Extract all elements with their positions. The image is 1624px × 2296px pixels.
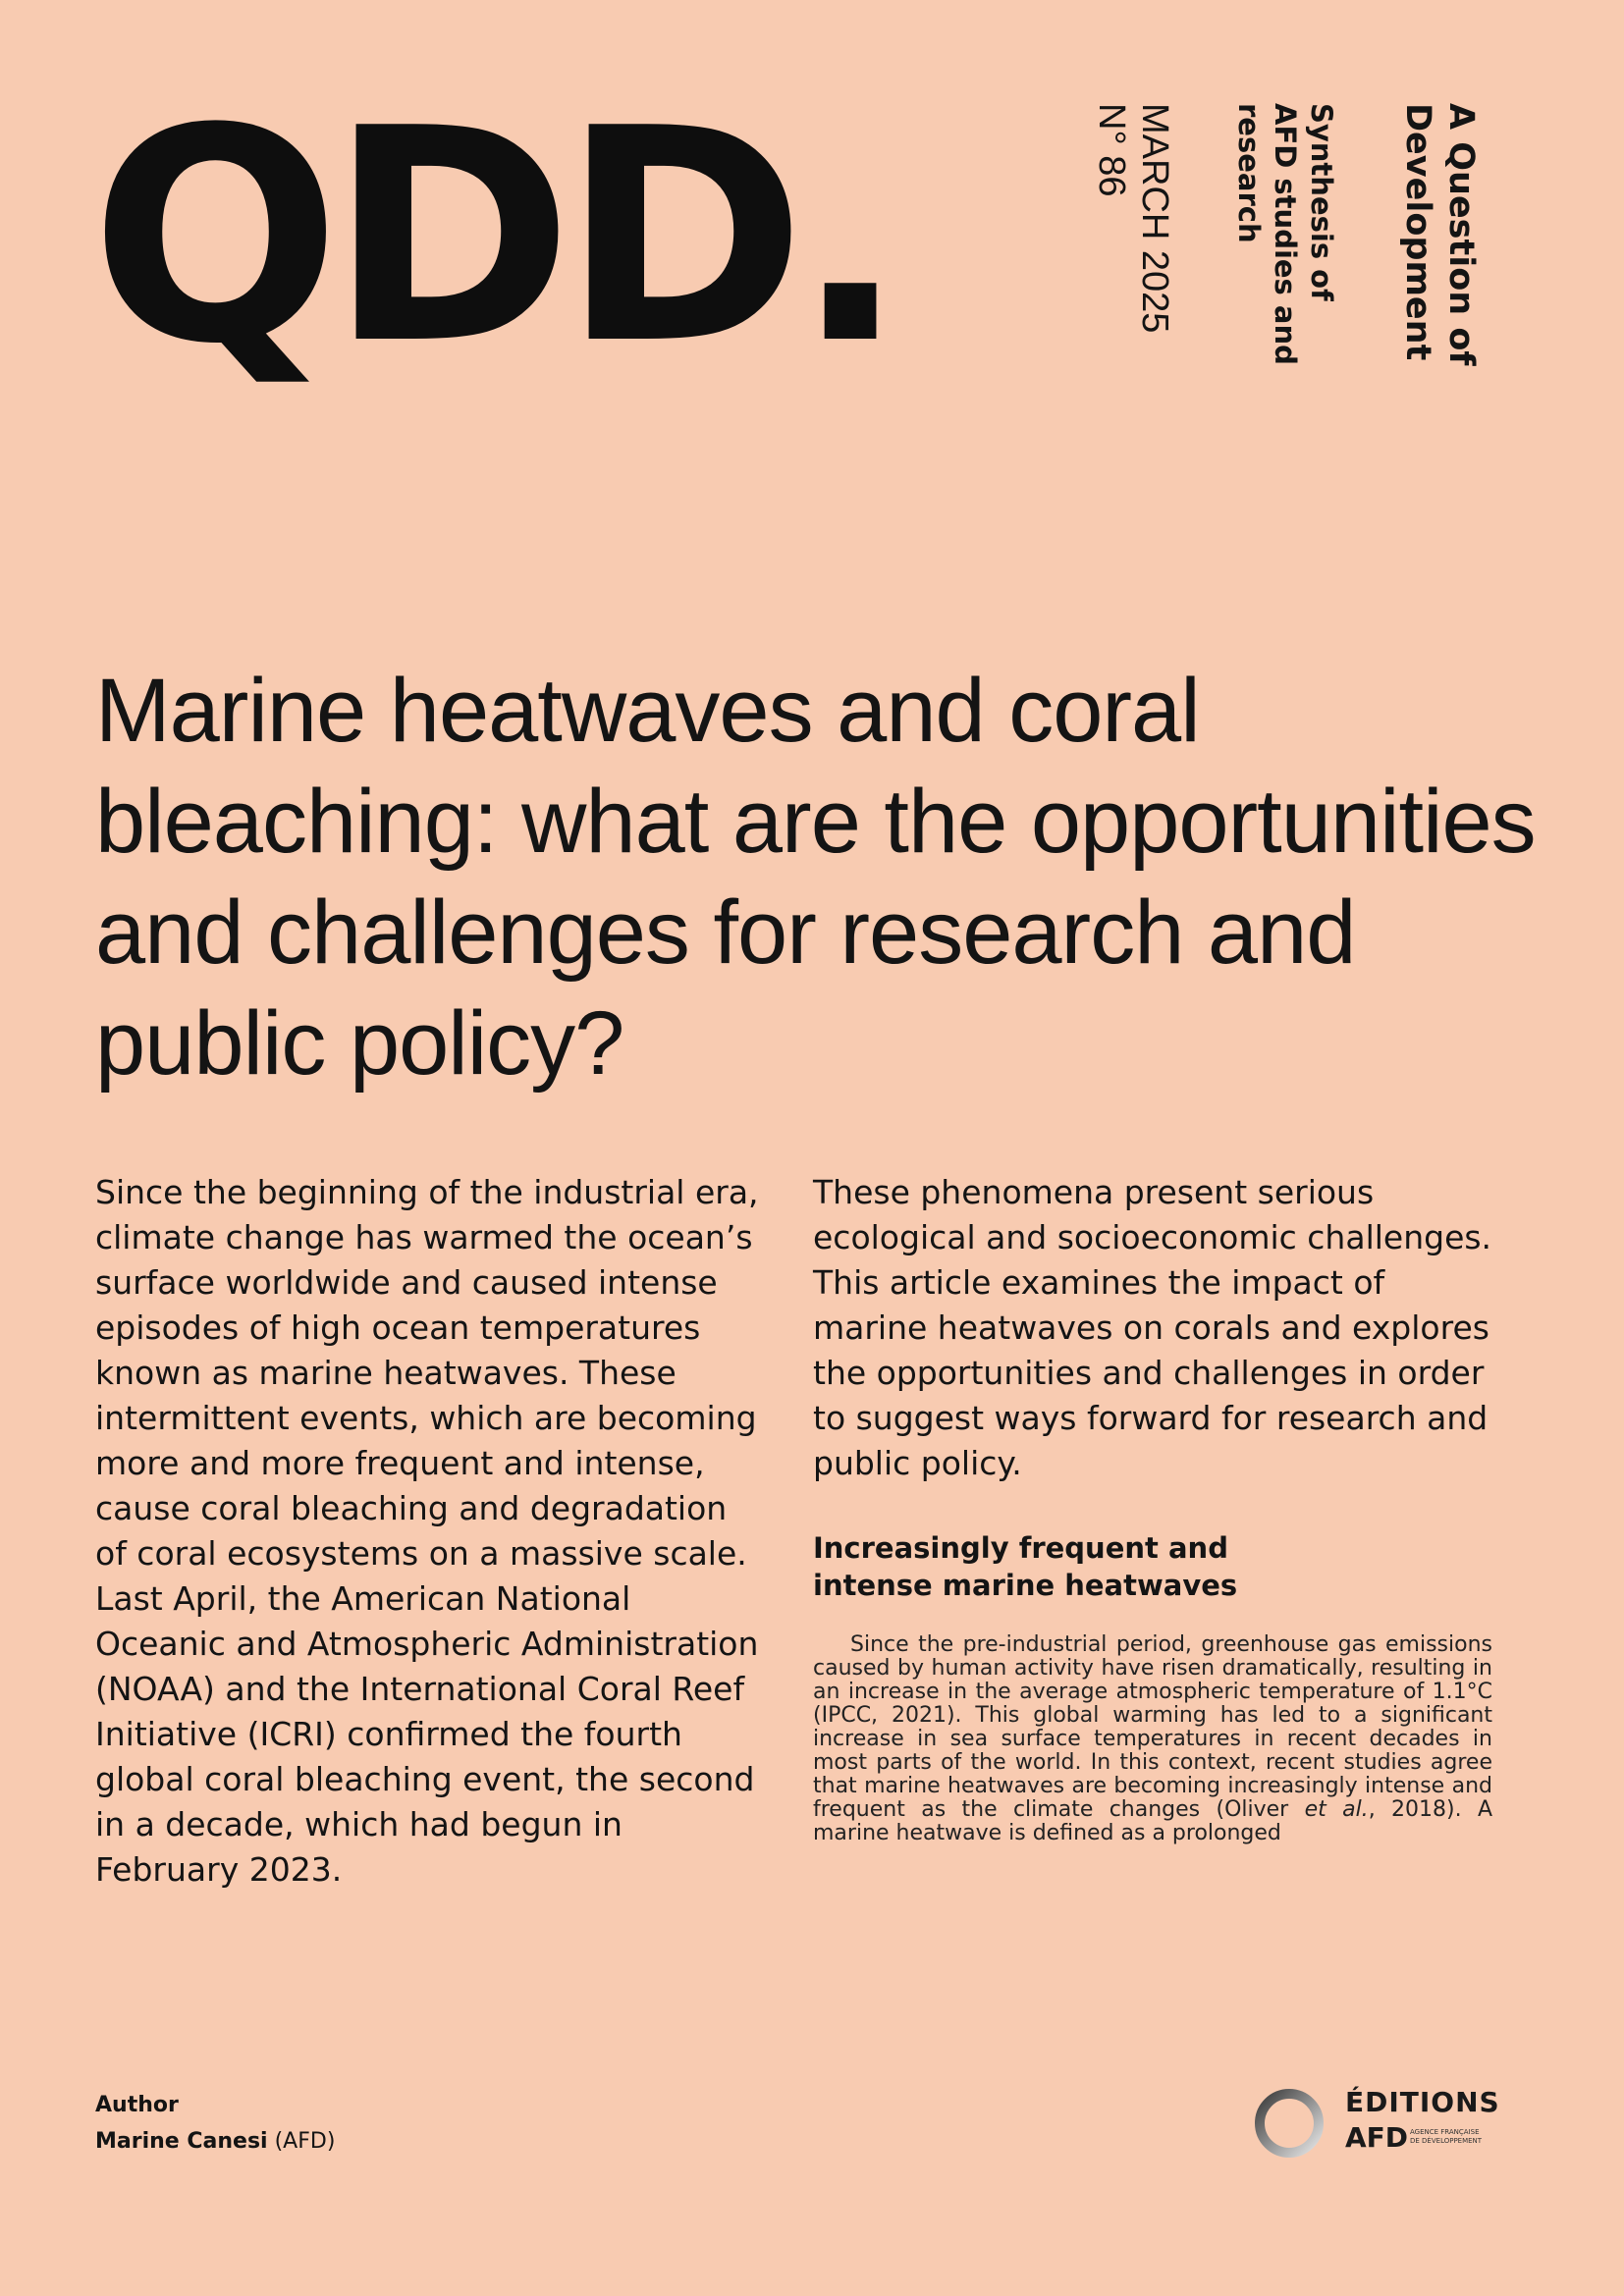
publisher-agency-line1: AGENCE FRANÇAISE [1410,2128,1480,2136]
issue-info [1090,103,1176,333]
qdd-logo: QDD. [90,66,895,408]
section-body-etal: et al. [1304,1797,1369,1822]
section-body-part2: , 2018). A marine heatwave is defined as a prolonged [813,1797,1493,1845]
series-title [1396,103,1483,366]
series-title-line2: Development [1398,103,1437,361]
publisher-name-line1: ÉDITIONS [1345,2086,1500,2118]
section-body [813,1633,1492,1845]
intro-left-column: Since the beginning of the industrial era, climate change has warmed the ocean’s surface worldwide and caused intense episodes of high ocean temperatures known as marine heatwaves. These intermittent events, which are becoming more and more frequent and intense, cause coral bleaching and degradation of coral ecosystems on a massive scale. Last April, the American National Oceanic and Atmospheric Administration (NOAA) and the International Coral Reef Initiative (ICRI) confirmed the fourth global coral bleaching event, the second in a decade, which had begun in February 2023. [95,1173,759,1889]
series-title-line1: A Question of [1441,103,1481,366]
series-subtitle-line1: Synthesis of [1305,103,1338,301]
issue-number: N° 86 [1091,103,1132,197]
section-heading-line2: intense marine heatwaves [813,1569,1238,1602]
publisher-logo [1253,2085,1508,2163]
section-body-part1: Since the pre-industrial period, greenhouse gas emissions caused by human activity have risen dramatically, resulting in an increase in the average atmospheric temperature of 1.1°C (IPCC, 2021). This global warming has led to a significant increase in sea surface temperatures in recent decades in most parts of the world. In this context, recent studies agree that marine heatwaves are becoming increasingly intense and frequent as the climate changes (Oliver [813,1632,1492,1822]
author-name: Marine Canesi [95,2129,268,2154]
author-line [95,2128,335,2156]
section-heading-line1: Increasingly frequent and [813,1531,1228,1565]
publisher-agency [1410,2128,1504,2146]
publisher-agency-line2: DE DÉVELOPPEMENT [1410,2137,1483,2145]
series-subtitle-line3: research [1232,103,1266,243]
series-subtitle-line2: AFD studies and [1269,103,1302,365]
intro-right-column: These phenomena present serious ecological and socioeconomic challenges. This article examines the impact of marine heatwaves on corals and explores the opportunities and challenges in order to suggest ways forward for research and public policy. [813,1173,1492,1482]
author-label: Author [95,2093,179,2117]
section-heading [813,1529,1500,1604]
publisher-name-line2: AFD [1345,2121,1409,2154]
document-title: Marine heatwaves and coral bleaching: what are the opportunities and challenges for research and public policy? [95,661,1536,1094]
series-subtitle [1230,103,1339,365]
author-affiliation: (AFD) [274,2129,336,2154]
issue-date: MARCH 2025 [1134,103,1175,334]
ring-logo-icon [1253,2087,1326,2160]
